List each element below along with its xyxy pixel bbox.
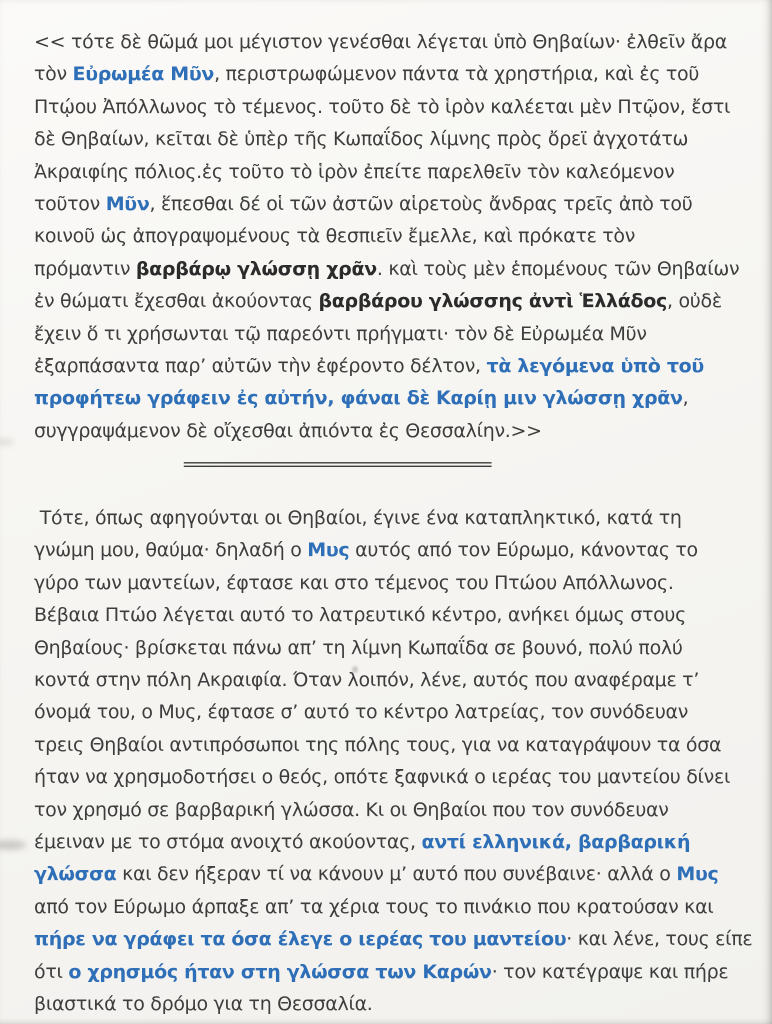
text-line [34,696,752,728]
scan-smudge [0,438,14,446]
text-segment: · και λένε, τους είπε [566,928,753,951]
text-line [34,26,752,58]
text-line [34,220,752,252]
text-line [34,891,752,923]
text-segment: . καὶ τοὺς μὲν ἑπομένους τῶν Θηβαίων [376,257,740,280]
text-segment: Θηβαίους· βρίσκεται πάνω απ’ τη λίμνη Κωπαΐδα σε βουνό, πολύ πολύ [34,636,683,659]
scan-smudge [0,840,26,850]
text-segment: Μῦν [105,192,150,215]
text-line [34,923,752,955]
text-segment: αυτός από τον Εύρωμο, κάνοντας το [349,539,698,562]
text-line [34,826,752,858]
text-line [34,761,752,793]
text-line [34,285,752,317]
text-line [34,599,752,631]
text-segment: από τον Εύρωμο άρπαξε απ’ τα χέρια τους το πινάκιο που κρατούσαν και [34,895,714,918]
text-segment: έμειναν με το στόμα ανοιχτό ακούοντας, [34,830,422,853]
text-line [34,382,752,414]
text-segment: δὲ Θηβαίων, κεῖται δὲ ὑπὲρ τῆς Κωπαΐδος λίμνης πρὸς ὄρεϊ ἀγχοτάτω [34,128,689,151]
text-segment: όνομά του, ο Μυς, έφτασε σ’ αυτό το κέντρο λατρείας, τον συνόδευαν [34,701,689,724]
text-line [34,502,752,534]
text-segment: τρεις Θηβαίοι αντιπρόσωποι της πόλης τους, για να καταγράψουν τα όσα [34,733,722,756]
text-segment: ήταν να χρησμοδοτήσει ο θεός, οπότε ξαφνικά ο ιερέας του μαντείου δίνει [34,766,731,789]
text-segment: βιαστικά το δρόμο για τη Θεσσαλία. [34,992,373,1015]
text-line [34,188,752,220]
text-segment: προφήτεω γράφειν ἐς αὐτήν, φάναι δὲ Καρίῃ μιν γλώσσῃ χρᾶν [34,387,683,410]
text-segment: Ἀκραιφίης πόλιος.ἐς τοῦτο τὸ ἱρὸν ἐπείτε παρελθεῖν τὸν καλεόμενον [34,160,675,183]
text-line [34,58,752,90]
text-line [34,350,752,382]
text-segment: γύρο των μαντείων, έφτασε και στο τέμενος του Πτώου Απόλλωνος. [34,571,674,594]
scan-speck [352,666,358,673]
text-segment: , [682,387,689,410]
text-line [34,729,752,761]
text-segment: τον χρησμό σε βαρβαρική γλώσσα. Κι οι Θηβαίοι που τον συνόδευαν [34,798,669,821]
text-segment: κοντά στην πόλη Ακραιφία. Όταν λοιπόν, λένε, αυτός που αναφέραμε τ’ [34,669,700,692]
text-line [34,988,752,1020]
text-line [34,91,752,123]
text-line [34,794,752,826]
text-line [34,415,752,447]
modern-greek-translation [34,502,752,1020]
text-segment: Βέβαια Πτώο λέγεται αυτό το λατρευτικό κέντρο, ανήκει όμως στους [34,604,686,627]
text-segment: συγγραψάμενον δὲ οἴχεσθαι ἀπιόντα ἐς Θεσσαλίην.>> [34,419,542,442]
text-segment: , περιστρωφώμενον πάντα τὰ χρηστήρια, καὶ ἐς τοῦ [214,63,700,86]
text-segment: , οὐδὲ [667,290,722,313]
text-line [34,253,752,285]
text-line [34,632,752,664]
text-segment: τὰ λεγόμενα ὑπὸ τοῦ [486,354,704,377]
text-segment: ο χρησμός ήταν στη γλώσσα των Καρών [68,960,492,983]
text-segment: Εὐρωμέα Μῦν [72,63,215,86]
text-segment: ότι [34,960,69,983]
text-segment: · τον κατέγραψε και πήρε [491,960,729,983]
text-segment: Πτῴου Ἀπόλλωνος τὸ τέμενος. τοῦτο δὲ τὸ ἱρὸν καλέεται μὲν Πτῷον, ἔστι [34,95,731,118]
text-segment: και δεν ήξεραν τί να κάνουν μ’ αυτό που συνέβαινε· αλλά ο [116,863,677,886]
text-line [34,318,752,350]
equals-separator: ============================== [182,455,490,476]
text-segment: ἔχειν ὅ τι χρήσωνται τῷ παρεόντι πρήγματι· τὸν δὲ Εὐρωμέα Μῦν [34,322,647,345]
text-segment: , ἕπεσθαι δέ οἱ τῶν ἀστῶν αἱρετοὺς ἄνδρας τρεῖς ἀπὸ τοῦ [149,192,693,215]
text-segment: βαρβάρῳ γλώσσῃ χρᾶν [135,257,377,280]
text-segment: Μυς [676,863,719,886]
text-segment: γλώσσα [34,863,117,886]
scan-speck [148,682,152,686]
text-segment: τὸν [34,63,73,86]
text-segment: τοῦτον [34,192,106,215]
text-segment: πήρε να γράφει τα όσα έλεγε ο ιερέας του μαντείου [34,928,567,951]
text-line [34,956,752,988]
text-segment: γνώμη μου, θαύμα· δηλαδή ο [34,539,308,562]
text-line [34,123,752,155]
text-segment: κοινοῦ ὡς ἀπογραψομένους τὰ θεσπιεῖν ἔμελλε, καὶ πρόκατε τὸν [34,225,636,248]
text-segment: << τότε δὲ θῶμά μοι μέγιστον γενέσθαι λέγεται ὑπὸ Θηβαίων· ἐλθεῖν ἄρα [34,31,727,53]
text-line [34,156,752,188]
text-segment: αντί ελληνικά, βαρβαρική [421,830,691,853]
text-line [34,858,752,890]
text-segment: πρόμαντιν [34,257,136,280]
text-segment: Τότε, όπως αφηγούνται οι Θηβαίοι, έγινε ένα καταπληκτικό, κατά τη [34,507,682,530]
text-segment: ἐξαρπάσαντα παρ’ αὐτῶν τὴν ἐφέροντο δέλτον, [34,354,487,377]
text-segment: ἐν θώματι ἔχεσθαι ἀκούοντας [34,290,319,313]
text-line [34,664,752,696]
text-segment: βαρβάρου γλώσσης ἀντὶ Ἑλλάδος [318,290,667,313]
ancient-greek-passage [34,26,752,447]
text-segment: Μυς [307,539,350,562]
text-line [34,567,752,599]
text-line [34,534,752,566]
